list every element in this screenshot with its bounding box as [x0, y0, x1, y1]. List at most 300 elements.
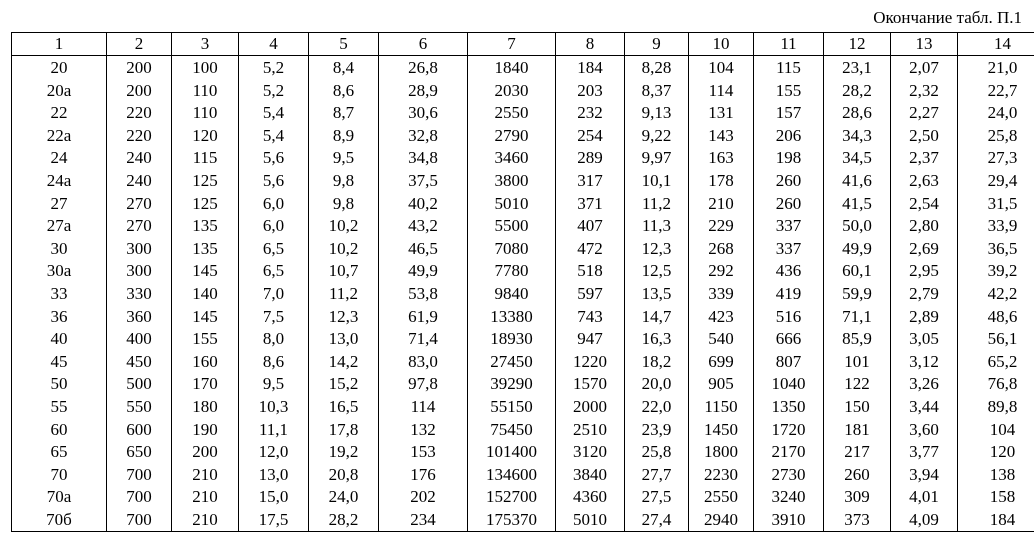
table-cell: 5010	[556, 509, 625, 532]
table-cell: 13,0	[239, 464, 309, 487]
table-cell: 160	[172, 351, 239, 374]
table-cell: 600	[107, 419, 172, 442]
table-cell: 260	[824, 464, 891, 487]
table-cell: 2,69	[891, 238, 958, 261]
table-cell: 300	[107, 238, 172, 261]
table-cell: 9,97	[625, 147, 689, 170]
table-cell: 1040	[754, 373, 824, 396]
table-cell: 42,2	[958, 283, 1034, 306]
table-cell: 110	[172, 80, 239, 103]
table-cell: 13,0	[309, 328, 379, 351]
column-header-12: 12	[824, 33, 891, 56]
table-cell: 240	[107, 170, 172, 193]
table-cell: 115	[754, 56, 824, 80]
table-caption: Окончание табл. П.1	[873, 8, 1022, 27]
table-cell: 55	[12, 396, 107, 419]
table-row	[12, 351, 1034, 374]
table-cell: 292	[689, 260, 754, 283]
table-cell: 472	[556, 238, 625, 261]
table-cell: 3,44	[891, 396, 958, 419]
table-cell: 8,9	[309, 125, 379, 148]
table-cell: 27,4	[625, 509, 689, 532]
table-cell: 220	[107, 102, 172, 125]
table-cell: 229	[689, 215, 754, 238]
table-cell: 13,5	[625, 283, 689, 306]
table-cell: 28,9	[379, 80, 468, 103]
header-row	[12, 33, 1034, 56]
table-cell: 16,5	[309, 396, 379, 419]
table-cell: 20	[12, 56, 107, 80]
table-row	[12, 238, 1034, 261]
table-cell: 3,26	[891, 373, 958, 396]
table-row	[12, 102, 1034, 125]
table-cell: 114	[689, 80, 754, 103]
table-cell: 373	[824, 509, 891, 532]
table-cell: 210	[172, 509, 239, 532]
table-cell: 15,2	[309, 373, 379, 396]
table-cell: 11,3	[625, 215, 689, 238]
table-cell: 89,8	[958, 396, 1034, 419]
table-cell: 200	[107, 56, 172, 80]
table-cell: 22,7	[958, 80, 1034, 103]
table-cell: 24	[12, 147, 107, 170]
table-cell: 27,3	[958, 147, 1034, 170]
column-header-14: 14	[958, 33, 1034, 56]
table-cell: 31,5	[958, 193, 1034, 216]
table-cell: 360	[107, 306, 172, 329]
table-cell: 34,3	[824, 125, 891, 148]
table-cell: 260	[754, 170, 824, 193]
table-cell: 4,09	[891, 509, 958, 532]
column-header-11: 11	[754, 33, 824, 56]
table-row	[12, 306, 1034, 329]
table-cell: 19,2	[309, 441, 379, 464]
table-cell: 4360	[556, 486, 625, 509]
table-cell: 145	[172, 260, 239, 283]
table-cell: 419	[754, 283, 824, 306]
table-cell: 254	[556, 125, 625, 148]
column-header-6: 6	[379, 33, 468, 56]
table-cell: 24,0	[309, 486, 379, 509]
table-cell: 65,2	[958, 351, 1034, 374]
table-cell: 46,5	[379, 238, 468, 261]
table-cell: 120	[958, 441, 1034, 464]
table-cell: 289	[556, 147, 625, 170]
table-cell: 407	[556, 215, 625, 238]
table-cell: 83,0	[379, 351, 468, 374]
table-cell: 14,2	[309, 351, 379, 374]
table-cell: 28,2	[309, 509, 379, 532]
table-cell: 1570	[556, 373, 625, 396]
table-cell: 206	[754, 125, 824, 148]
table-cell: 27,5	[625, 486, 689, 509]
table-cell: 176	[379, 464, 468, 487]
table-cell: 11,2	[309, 283, 379, 306]
table-cell: 270	[107, 193, 172, 216]
table-cell: 26,8	[379, 56, 468, 80]
table-cell: 65	[12, 441, 107, 464]
column-header-4: 4	[239, 33, 309, 56]
table-cell: 3840	[556, 464, 625, 487]
table-cell: 5,2	[239, 80, 309, 103]
table-cell: 110	[172, 102, 239, 125]
column-header-3: 3	[172, 33, 239, 56]
table-cell: 2,89	[891, 306, 958, 329]
table-row	[12, 441, 1034, 464]
table-cell: 309	[824, 486, 891, 509]
table-cell: 550	[107, 396, 172, 419]
table-cell: 7080	[468, 238, 556, 261]
table-cell: 39290	[468, 373, 556, 396]
table-cell: 666	[754, 328, 824, 351]
table-cell: 178	[689, 170, 754, 193]
table-cell: 2000	[556, 396, 625, 419]
table-cell: 700	[107, 486, 172, 509]
table-cell: 190	[172, 419, 239, 442]
column-header-7: 7	[468, 33, 556, 56]
table-cell: 155	[754, 80, 824, 103]
table-cell: 4,01	[891, 486, 958, 509]
table-cell: 2,80	[891, 215, 958, 238]
table-cell: 2550	[689, 486, 754, 509]
table-cell: 337	[754, 238, 824, 261]
table-row	[12, 193, 1034, 216]
table-cell: 114	[379, 396, 468, 419]
table-cell: 2,50	[891, 125, 958, 148]
table-cell: 125	[172, 170, 239, 193]
table-cell: 50,0	[824, 215, 891, 238]
table-cell: 2030	[468, 80, 556, 103]
table-cell: 202	[379, 486, 468, 509]
table-cell: 9,13	[625, 102, 689, 125]
table-cell: 70	[12, 464, 107, 487]
column-header-2: 2	[107, 33, 172, 56]
table-cell: 7,0	[239, 283, 309, 306]
table-cell: 134600	[468, 464, 556, 487]
table-cell: 40,2	[379, 193, 468, 216]
table-cell: 1150	[689, 396, 754, 419]
table-cell: 70б	[12, 509, 107, 532]
table-cell: 6,0	[239, 215, 309, 238]
table-cell: 56,1	[958, 328, 1034, 351]
table-cell: 34,5	[824, 147, 891, 170]
table-cell: 70а	[12, 486, 107, 509]
table-row	[12, 260, 1034, 283]
table-cell: 210	[689, 193, 754, 216]
table-cell: 3,12	[891, 351, 958, 374]
table-cell: 450	[107, 351, 172, 374]
column-header-1: 1	[12, 33, 107, 56]
table-row	[12, 215, 1034, 238]
table-cell: 25,8	[625, 441, 689, 464]
table-cell: 260	[754, 193, 824, 216]
table-cell: 8,6	[239, 351, 309, 374]
table-cell: 131	[689, 102, 754, 125]
table-cell: 22,0	[625, 396, 689, 419]
table-cell: 155	[172, 328, 239, 351]
table-cell: 60,1	[824, 260, 891, 283]
table-cell: 11,1	[239, 419, 309, 442]
table-cell: 5,2	[239, 56, 309, 80]
table-cell: 317	[556, 170, 625, 193]
table-cell: 17,5	[239, 509, 309, 532]
table-cell: 9840	[468, 283, 556, 306]
table-cell: 5500	[468, 215, 556, 238]
table-cell: 100	[172, 56, 239, 80]
table-cell: 2510	[556, 419, 625, 442]
table-cell: 234	[379, 509, 468, 532]
table-row	[12, 80, 1034, 103]
table-cell: 518	[556, 260, 625, 283]
table-row	[12, 283, 1034, 306]
table-cell: 12,0	[239, 441, 309, 464]
table-cell: 699	[689, 351, 754, 374]
table-cell: 16,3	[625, 328, 689, 351]
table-cell: 3,77	[891, 441, 958, 464]
table-cell: 184	[556, 56, 625, 80]
table-cell: 145	[172, 306, 239, 329]
table-cell: 5,6	[239, 170, 309, 193]
table-cell: 181	[824, 419, 891, 442]
table-body	[12, 56, 1034, 532]
table-row	[12, 396, 1034, 419]
table-cell: 9,8	[309, 193, 379, 216]
table-cell: 101	[824, 351, 891, 374]
table-cell: 198	[754, 147, 824, 170]
table-cell: 60	[12, 419, 107, 442]
table-cell: 8,4	[309, 56, 379, 80]
table-cell: 210	[172, 464, 239, 487]
table-cell: 220	[107, 125, 172, 148]
table-cell: 203	[556, 80, 625, 103]
table-cell: 240	[107, 147, 172, 170]
table-cell: 29,4	[958, 170, 1034, 193]
table-cell: 43,2	[379, 215, 468, 238]
table-cell: 2790	[468, 125, 556, 148]
table-cell: 339	[689, 283, 754, 306]
table-cell: 400	[107, 328, 172, 351]
table-cell: 200	[107, 80, 172, 103]
table-cell: 743	[556, 306, 625, 329]
column-header-5: 5	[309, 33, 379, 56]
table-cell: 3,94	[891, 464, 958, 487]
table-cell: 2,27	[891, 102, 958, 125]
table-cell: 20,8	[309, 464, 379, 487]
table-cell: 2,63	[891, 170, 958, 193]
table-cell: 807	[754, 351, 824, 374]
table-cell: 371	[556, 193, 625, 216]
table-cell: 41,5	[824, 193, 891, 216]
table-cell: 14,7	[625, 306, 689, 329]
table-cell: 24,0	[958, 102, 1034, 125]
table-cell: 436	[754, 260, 824, 283]
table-cell: 180	[172, 396, 239, 419]
table-cell: 1220	[556, 351, 625, 374]
table-cell: 28,6	[824, 102, 891, 125]
column-header-13: 13	[891, 33, 958, 56]
table-cell: 36,5	[958, 238, 1034, 261]
table-row	[12, 373, 1034, 396]
table-cell: 1450	[689, 419, 754, 442]
table-cell: 270	[107, 215, 172, 238]
table-cell: 25,8	[958, 125, 1034, 148]
table-cell: 2550	[468, 102, 556, 125]
table-cell: 24а	[12, 170, 107, 193]
table-cell: 200	[172, 441, 239, 464]
table-cell: 53,8	[379, 283, 468, 306]
table-cell: 10,2	[309, 238, 379, 261]
table-cell: 3,05	[891, 328, 958, 351]
table-cell: 71,4	[379, 328, 468, 351]
table-cell: 22а	[12, 125, 107, 148]
table-cell: 18930	[468, 328, 556, 351]
table-row	[12, 464, 1034, 487]
table-cell: 27450	[468, 351, 556, 374]
table-cell: 2,54	[891, 193, 958, 216]
table-cell: 34,8	[379, 147, 468, 170]
table-cell: 37,5	[379, 170, 468, 193]
table-cell: 21,0	[958, 56, 1034, 80]
table-cell: 157	[754, 102, 824, 125]
table-cell: 947	[556, 328, 625, 351]
table-cell: 540	[689, 328, 754, 351]
table-cell: 30	[12, 238, 107, 261]
table-cell: 905	[689, 373, 754, 396]
table-cell: 30а	[12, 260, 107, 283]
table-cell: 48,6	[958, 306, 1034, 329]
table-cell: 5,4	[239, 125, 309, 148]
table-cell: 76,8	[958, 373, 1034, 396]
table-row	[12, 486, 1034, 509]
table-cell: 500	[107, 373, 172, 396]
table-cell: 2230	[689, 464, 754, 487]
table-cell: 597	[556, 283, 625, 306]
table-row	[12, 419, 1034, 442]
table-cell: 135	[172, 238, 239, 261]
table-cell: 700	[107, 464, 172, 487]
table-cell: 516	[754, 306, 824, 329]
table-cell: 85,9	[824, 328, 891, 351]
table-row	[12, 56, 1034, 80]
table-cell: 3460	[468, 147, 556, 170]
table-cell: 8,7	[309, 102, 379, 125]
table-cell: 217	[824, 441, 891, 464]
table-cell: 175370	[468, 509, 556, 532]
table-cell: 59,9	[824, 283, 891, 306]
table-cell: 2940	[689, 509, 754, 532]
table-cell: 3120	[556, 441, 625, 464]
table-cell: 153	[379, 441, 468, 464]
table-cell: 268	[689, 238, 754, 261]
table-cell: 650	[107, 441, 172, 464]
table-cell: 10,7	[309, 260, 379, 283]
table-cell: 210	[172, 486, 239, 509]
table-cell: 330	[107, 283, 172, 306]
table-cell: 10,2	[309, 215, 379, 238]
column-header-8: 8	[556, 33, 625, 56]
table-row	[12, 328, 1034, 351]
table-cell: 41,6	[824, 170, 891, 193]
table-cell: 2,37	[891, 147, 958, 170]
table-cell: 45	[12, 351, 107, 374]
table-cell: 12,5	[625, 260, 689, 283]
table-cell: 1800	[689, 441, 754, 464]
table-cell: 97,8	[379, 373, 468, 396]
table-cell: 152700	[468, 486, 556, 509]
table-cell: 2,07	[891, 56, 958, 80]
table-cell: 132	[379, 419, 468, 442]
table-cell: 17,8	[309, 419, 379, 442]
table-cell: 2730	[754, 464, 824, 487]
table-cell: 7,5	[239, 306, 309, 329]
table-cell: 101400	[468, 441, 556, 464]
table-cell: 163	[689, 147, 754, 170]
table-cell: 8,6	[309, 80, 379, 103]
table-cell: 28,2	[824, 80, 891, 103]
table-cell: 27,7	[625, 464, 689, 487]
table-cell: 158	[958, 486, 1034, 509]
table-cell: 11,2	[625, 193, 689, 216]
table-cell: 184	[958, 509, 1034, 532]
table-cell: 120	[172, 125, 239, 148]
table-cell: 8,0	[239, 328, 309, 351]
table-cell: 3240	[754, 486, 824, 509]
table-cell: 32,8	[379, 125, 468, 148]
table-cell: 40	[12, 328, 107, 351]
table-row	[12, 125, 1034, 148]
table-cell: 10,1	[625, 170, 689, 193]
table-cell: 3800	[468, 170, 556, 193]
data-table	[11, 32, 1034, 532]
table-cell: 36	[12, 306, 107, 329]
table-cell: 9,8	[309, 170, 379, 193]
table-cell: 71,1	[824, 306, 891, 329]
table-cell: 2,79	[891, 283, 958, 306]
table-cell: 18,2	[625, 351, 689, 374]
table-cell: 6,0	[239, 193, 309, 216]
table-cell: 9,22	[625, 125, 689, 148]
table-cell: 2,32	[891, 80, 958, 103]
table-cell: 22	[12, 102, 107, 125]
table-cell: 6,5	[239, 260, 309, 283]
table-cell: 232	[556, 102, 625, 125]
table-cell: 5010	[468, 193, 556, 216]
table-cell: 75450	[468, 419, 556, 442]
table-cell: 23,9	[625, 419, 689, 442]
table-cell: 8,28	[625, 56, 689, 80]
table-cell: 1840	[468, 56, 556, 80]
table-cell: 140	[172, 283, 239, 306]
table-cell: 2170	[754, 441, 824, 464]
table-cell: 115	[172, 147, 239, 170]
table-cell: 23,1	[824, 56, 891, 80]
table-cell: 27а	[12, 215, 107, 238]
table-cell: 300	[107, 260, 172, 283]
table-cell: 20а	[12, 80, 107, 103]
table-cell: 61,9	[379, 306, 468, 329]
table-cell: 2,95	[891, 260, 958, 283]
table-cell: 12,3	[309, 306, 379, 329]
table-cell: 138	[958, 464, 1034, 487]
table-cell: 12,3	[625, 238, 689, 261]
table-cell: 170	[172, 373, 239, 396]
column-header-9: 9	[625, 33, 689, 56]
table-cell: 27	[12, 193, 107, 216]
table-cell: 3,60	[891, 419, 958, 442]
table-cell: 15,0	[239, 486, 309, 509]
table-cell: 13380	[468, 306, 556, 329]
table-cell: 3910	[754, 509, 824, 532]
